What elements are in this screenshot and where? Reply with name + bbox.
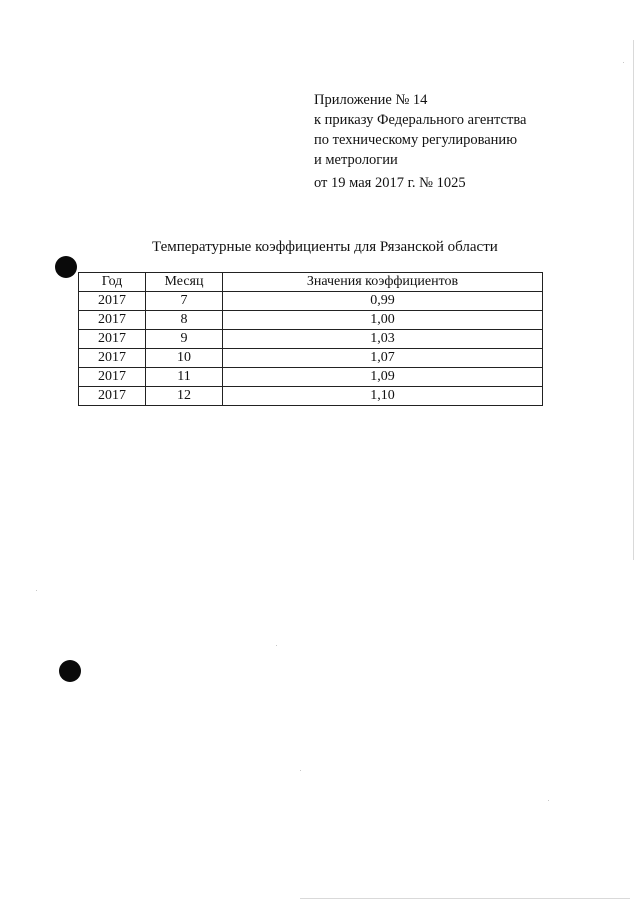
scan-speck: [548, 800, 549, 801]
table-title: Температурные коэффициенты для Рязанской области: [152, 239, 498, 255]
column-header-year: Год: [79, 273, 146, 292]
table-row: [79, 311, 543, 330]
table-row: [79, 349, 543, 368]
scan-speck: [300, 770, 301, 771]
column-header-values: Значения коэффициентов: [223, 273, 543, 292]
scan-speck: [276, 645, 277, 646]
header-line: к приказу Федерального агентства: [314, 112, 527, 128]
header-line: Приложение № 14: [314, 92, 428, 108]
cell-value: 1,03: [223, 330, 543, 349]
cell-year: 2017: [79, 349, 146, 368]
scan-edge-right: [633, 40, 634, 560]
cell-month: 11: [146, 368, 223, 387]
table-row: [79, 330, 543, 349]
cell-month: 9: [146, 330, 223, 349]
table-row: [79, 368, 543, 387]
cell-value: 1,00: [223, 311, 543, 330]
header-line: и метрологии: [314, 152, 398, 168]
cell-year: 2017: [79, 368, 146, 387]
cell-year: 2017: [79, 311, 146, 330]
cell-month: 8: [146, 311, 223, 330]
cell-month: 10: [146, 349, 223, 368]
column-header-month: Месяц: [146, 273, 223, 292]
cell-year: 2017: [79, 292, 146, 311]
cell-value: 1,07: [223, 349, 543, 368]
punch-hole-top: [55, 256, 77, 278]
scan-speck: [36, 590, 37, 591]
coefficients-table: [78, 272, 543, 406]
cell-year: 2017: [79, 387, 146, 406]
cell-month: 12: [146, 387, 223, 406]
scan-edge-bottom: [300, 898, 630, 899]
scan-speck: [623, 62, 624, 63]
cell-month: 7: [146, 292, 223, 311]
cell-value: 1,09: [223, 368, 543, 387]
document-header: [314, 90, 614, 193]
table-row: [79, 387, 543, 406]
table-header-row: [79, 273, 543, 292]
table-row: [79, 292, 543, 311]
punch-hole-bottom: [59, 660, 81, 682]
cell-value: 1,10: [223, 387, 543, 406]
cell-value: 0,99: [223, 292, 543, 311]
header-line: от 19 мая 2017 г. № 1025: [314, 175, 466, 191]
header-line: по техническому регулированию: [314, 132, 518, 148]
cell-year: 2017: [79, 330, 146, 349]
